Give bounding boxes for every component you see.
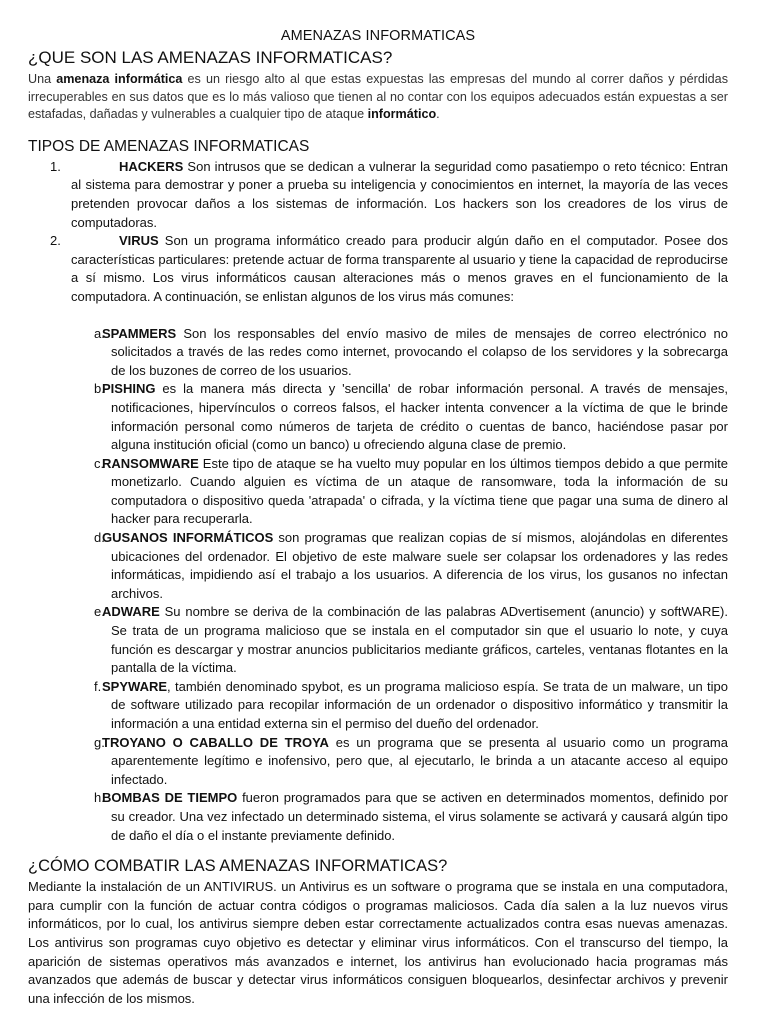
list-item-keyword: HACKERS — [119, 158, 184, 174]
list-item-bombas — [28, 789, 728, 845]
document-title: AMENAZAS INFORMATICAS — [280, 28, 476, 44]
list-item-keyword: GUSANOS INFORMÁTICOS — [102, 530, 274, 546]
list-item-adware — [28, 603, 728, 677]
list-item-text: fueron programados para que se activen en determinados momentos, definido por su creador. Una vez infectado un determinado sistema, el virus solamente se activará y causará algún tipo de daño el día o el instante previamente definido. — [111, 790, 728, 843]
list-marker: b. — [94, 381, 105, 397]
intro-text-3: . — [436, 107, 440, 122]
list-item-text: Su nombre se deriva de la combinación de las palabras ADvertisement (anuncio) y softWARE). Se trata de un programa malicioso que se instala en el computador sin que el usuario lo note, y cuya función es descargar y mostrar anuncios publicitarios mediante gráficos, carteles, ventanas flotantes en la pantalla de la víctima. — [111, 604, 728, 676]
list-item-troyano — [28, 734, 728, 790]
list-item-keyword: PISHING — [102, 381, 156, 397]
list-marker: d. — [94, 530, 105, 546]
list-item-keyword: VIRUS — [119, 233, 159, 249]
list-item-text: es la manera más directa y 'sencilla' de robar información personal. A través de mensajes, notificaciones, hipervínculos o correos falsos, el hacker intenta convencer a la víctima de que le brinde información personal como números de tarjeta de crédito o cuentas de banco, haciéndose pasar por alguna institución oficial (como un banco) u ofreciendo alguna clase de premio. — [111, 381, 728, 453]
list-item-pishing — [28, 380, 728, 454]
list-item-keyword: SPAMMERS — [102, 325, 177, 341]
list-item-text: Son intrusos que se dedican a vulnerar la seguridad como pasatiempo o reto técnico: Entran al sistema para demostrar y poner a prueba su inteligencia y conocimientos en internet, la mayoría de las veces pretenden provocar daños a los sistemas de información. Los hackers son los creadores de los virus de computadoras. — [71, 158, 728, 230]
list-marker: 2. — [50, 233, 61, 249]
list-item-text: Son un programa informático creado para producir algún daño en el computador. Posee dos características particulares: pretende actuar de forma transparente al usuario y tiene la capacidad de reproducirse a sí mismo. Los virus informáticos causan alteraciones más o menos graves en el funcionamiento de la computadora. A continuación, se enlistan algunos de los virus más comunes: — [71, 233, 728, 304]
section-heading-threat-types: TIPOS DE AMENAZAS INFORMATICAS — [28, 137, 310, 155]
list-marker: e. — [94, 604, 105, 620]
section-heading-how-to-combat: ¿CÓMO COMBATIR LAS AMENAZAS INFORMATICAS? — [28, 857, 448, 876]
list-item-text: Son los responsables del envío masivo de miles de mensajes de correo electrónico no solicitados a través de las redes como internet, provocando el colapso de los servidores y la sobrecarga de los buzones de correo de los usuarios. — [111, 325, 728, 378]
lettered-list — [28, 325, 728, 846]
list-item-keyword: BOMBAS DE TIEMPO — [102, 790, 238, 806]
list-item-virus — [28, 232, 728, 306]
list-marker: 1. — [50, 158, 61, 174]
list-item-text: es un programa que se presenta al usuario como un programa aparentemente legítimo e inofensivo, pero que, al ejecutarlo, le brinda a un atacante acceso al equipo infectado. — [111, 734, 728, 787]
list-marker: h. — [94, 790, 105, 806]
list-item-keyword: SPYWARE — [102, 678, 168, 694]
list-marker: f. — [94, 678, 102, 694]
list-item-spyware — [28, 678, 728, 734]
list-item-spammers — [28, 325, 728, 381]
list-item-text: , también denominado spybot, es un programa malicioso espía. Se trata de un malware, un tipo de software utilizado para recopilar información de un ordenador o dispositivo informático y transmitir la información a una entidad externa sin el permiso del dueño del ordenador. — [111, 678, 728, 731]
list-item-keyword: RANSOMWARE — [102, 455, 199, 471]
list-item-gusanos — [28, 529, 728, 603]
intro-text-1: Una — [28, 72, 57, 86]
list-item-keyword: ADWARE — [102, 604, 160, 620]
list-item-text: son programas que realizan copias de sí mismos, alojándolas en diferentes ubicaciones del ordenador. El objetivo de este malware suele ser colapsar los ordenadores y las redes informáticas, impidiendo así el trabajo a los usuarios. A diferencia de los virus, los gusanos no infectan archivos. — [111, 530, 729, 601]
intro-bold-1: amenaza informática — [56, 72, 183, 86]
closing-paragraph: Mediante la instalación de un ANTIVIRUS. un Antivirus es un software o programa que se instala en una computadora, para cumplir con la función de actuar contra códigos o programas maliciosos. Cada día salen a la luz nuevos virus informáticos, por lo cual, los antivirus siempre deben estar correctamente actualizados contra esas nuevas amenazas. Los antivirus son programas cuyo objetivo es detectar y eliminar virus informáticos. Con el transcurso del tiempo, la aparición de sistemas operativos más avanzados e internet, los antivirus han evolucionado hacia programas más avanzados que además de buscar y detectar virus informáticos consiguen bloquearlos, desinfectar archivos y prevenir una infección de los mismos. — [28, 879, 728, 1006]
intro-bold-2: informático — [367, 107, 437, 122]
list-item-ransomware — [28, 455, 728, 529]
list-item-keyword: TROYANO O CABALLO DE TROYA — [102, 734, 329, 750]
list-marker: g. — [94, 734, 105, 750]
list-marker: c. — [94, 455, 105, 471]
intro-paragraph — [28, 71, 728, 124]
list-marker: a. — [94, 325, 105, 341]
numbered-list — [28, 158, 728, 307]
section-heading-what-are-threats: ¿QUE SON LAS AMENAZAS INFORMATICAS? — [28, 48, 393, 67]
list-item-text: Este tipo de ataque se ha vuelto muy popular en los últimos tiempos debido a que permite monetizarlo. Cuando alguien es víctima de un ataque de ransomware, toda la información de su computadora o dispositivo queda 'atrapada' o cifrada, y la víctima tiene que pagar una suma de dinero al hacker para recuperarla. — [111, 455, 728, 527]
list-item-hackers — [28, 158, 728, 232]
intro-text-2: es un riesgo alto al que estas expuestas las empresas del mundo al correr daños y pérdidas irrecuperables en sus datos que es lo más valioso que tienen al no contar con los equipos adecuados están expuestas a ser estafadas, dañadas y vulnerables a cualquier tipo de ataque — [28, 72, 728, 122]
